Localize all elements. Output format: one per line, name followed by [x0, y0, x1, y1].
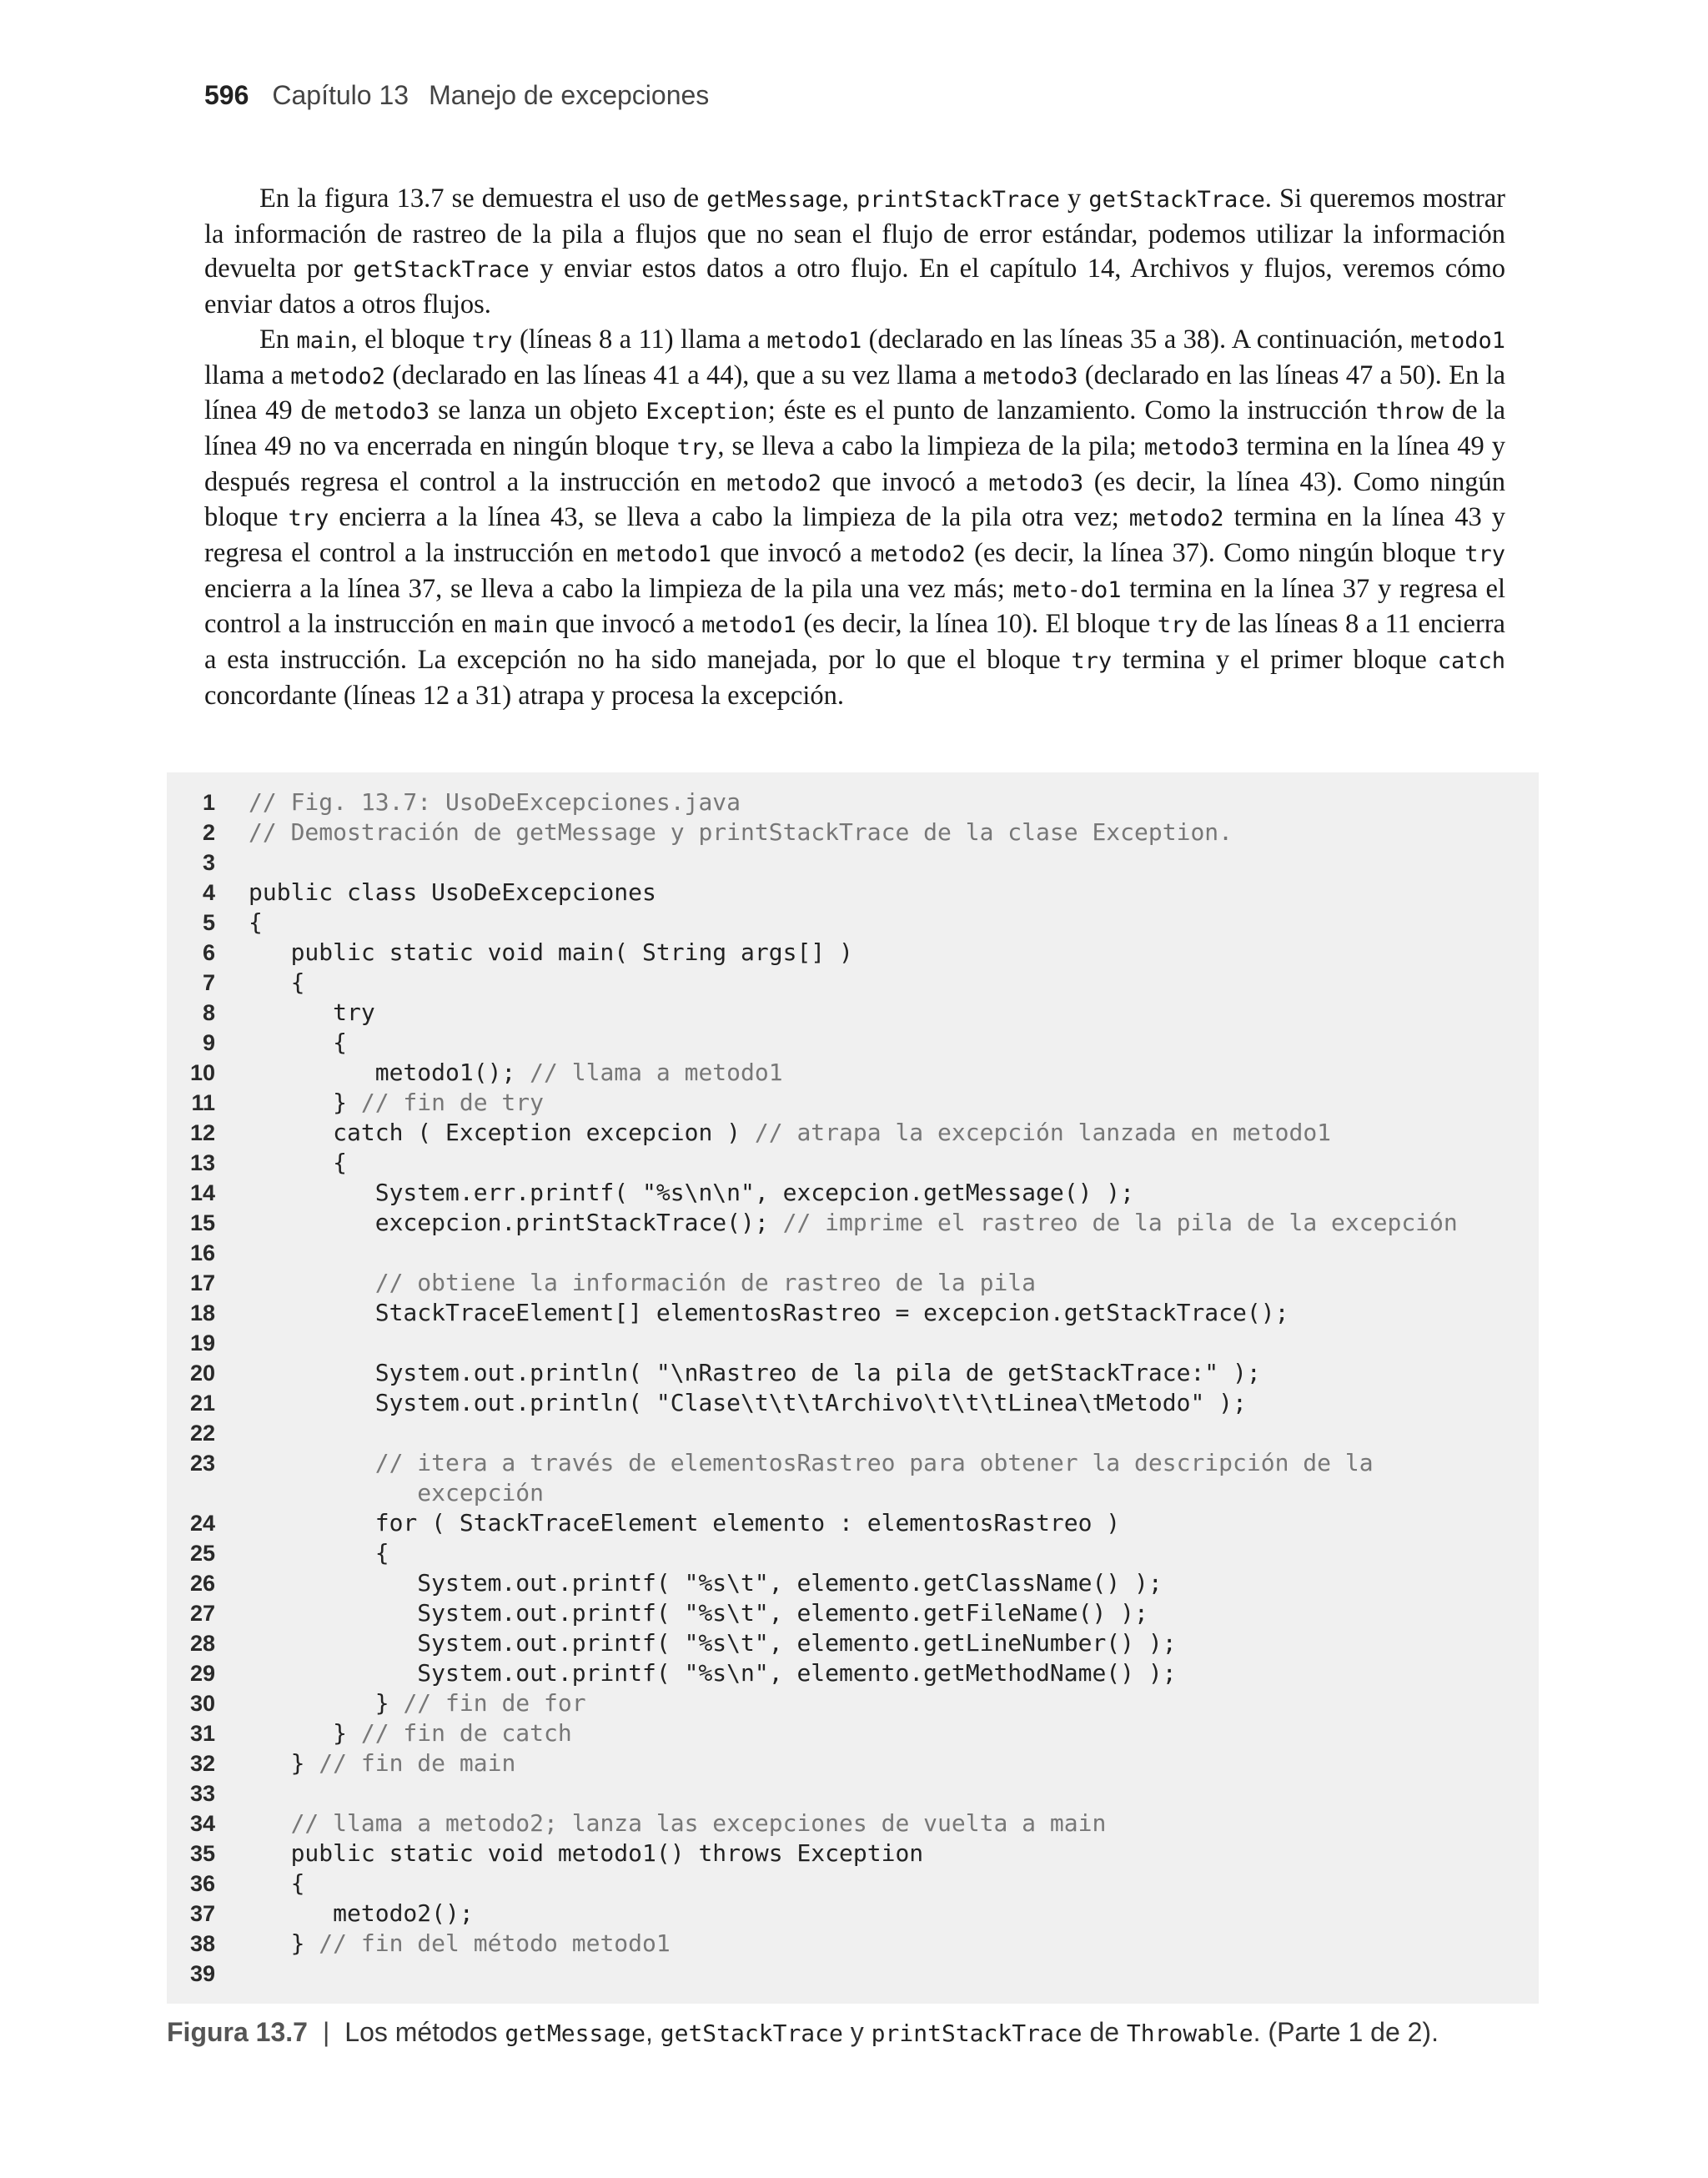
line-number: 37 [189, 1901, 215, 1926]
code-statement: catch ( Exception excepcion ) [249, 1119, 755, 1146]
code-line [167, 1388, 1539, 1418]
code-text [249, 1838, 923, 1869]
line-number: 31 [189, 1721, 215, 1746]
line-number: 22 [189, 1421, 215, 1446]
code-term: metodo2 [870, 541, 966, 568]
code-line [167, 1568, 1539, 1598]
caption-separator: | [322, 2017, 330, 2047]
code-term: getStackTrace [1088, 187, 1265, 213]
text-run: de la línea 49 no va encerrada en ningún bloque [204, 395, 1505, 461]
code-statement: StackTraceElement[] elementosRastreo = excepcion.getStackTrace(); [249, 1299, 1289, 1326]
body-text [204, 182, 1505, 714]
running-header [204, 80, 709, 111]
code-line [167, 878, 1539, 908]
code-line [167, 1718, 1539, 1748]
code-term: Throwable [1126, 2020, 1253, 2047]
line-number: 7 [202, 970, 215, 995]
line-number: 13 [189, 1150, 215, 1175]
code-text [249, 878, 656, 908]
text-run: termina en la línea 43 y regresa el control a la instrucción en [204, 502, 1505, 569]
code-text [249, 1869, 304, 1899]
code-text [249, 1568, 1163, 1598]
code-term: metodo2 [726, 470, 821, 496]
paragraph-2 [204, 323, 1505, 714]
code-text [249, 908, 263, 938]
code-statement: for ( StackTraceElement elemento : elementosRastreo ) [249, 1509, 1121, 1537]
code-line [167, 1929, 1539, 1959]
code-line [167, 1538, 1539, 1568]
text-run: y enviar estos datos a otro flujo. En el capítulo 14, Archivos y flujos, veremos cómo enviar datos a otros flujos. [204, 254, 1505, 320]
text-run: concordante (líneas 12 a 31) atrapa y procesa la excepción. [204, 680, 844, 711]
line-number: 30 [189, 1691, 215, 1716]
code-line [167, 1658, 1539, 1688]
code-term: metodo3 [1143, 434, 1239, 460]
line-number: 34 [189, 1811, 215, 1836]
code-text [249, 1268, 1036, 1298]
code-comment: // fin de for [403, 1689, 586, 1717]
text-run: y [842, 2017, 872, 2047]
code-statement: System.out.println( "Clase\t\t\tArchivo\t\t\tLinea\tMetodo" ); [249, 1389, 1247, 1416]
code-comment: // Fig. 13.7: UsoDeExcepciones.java [249, 788, 741, 816]
text-run: (es decir, la línea 43). Como ningún bloque [204, 466, 1505, 533]
code-line [167, 1748, 1539, 1778]
code-term: main [296, 327, 351, 354]
code-statement: { [249, 968, 305, 996]
code-text [249, 1088, 544, 1118]
code-term: catch [1437, 648, 1505, 675]
code-statement: public static void main( String args[] ) [249, 938, 853, 966]
code-line [167, 1838, 1539, 1869]
chapter-title: Manejo de excepciones [429, 80, 710, 110]
code-listing [167, 772, 1539, 2004]
code-text [249, 1688, 586, 1718]
code-line [167, 787, 1539, 817]
line-number: 33 [189, 1781, 215, 1806]
line-number: 1 [202, 790, 215, 815]
line-number: 21 [189, 1391, 215, 1416]
text-run: En [259, 324, 297, 355]
text-run: , [645, 2017, 661, 2047]
line-number: 17 [189, 1270, 215, 1295]
text-run: , [841, 184, 857, 214]
line-number: 14 [189, 1180, 215, 1205]
code-text [249, 1388, 1247, 1418]
text-run: (es decir, la línea 10). El bloque [796, 609, 1158, 640]
code-text [249, 817, 1233, 848]
text-run: (declarado en las líneas 47 a 50). En la línea 49 de [204, 360, 1505, 426]
code-term: main [494, 612, 549, 639]
code-term: printStackTrace [857, 187, 1060, 213]
code-term: try [288, 506, 329, 532]
line-number: 29 [189, 1661, 215, 1686]
text-run: que invocó a [548, 609, 702, 640]
text-run: . Si queremos mostrar la información de rastreo de la pila a flujos que no sean el flujo de error estándar, podemos utilizar la información devuelta por [204, 184, 1506, 284]
code-statement: { [249, 908, 263, 936]
code-line [167, 1238, 1539, 1268]
paragraph-1 [204, 182, 1505, 323]
text-run: se lanza un objeto [430, 395, 646, 426]
code-text [249, 1118, 1331, 1148]
code-line [167, 1418, 1539, 1448]
code-comment: // Demostración de getMessage y printStackTrace de la clase Exception. [249, 818, 1233, 846]
code-statement: metodo1(); [249, 1059, 530, 1086]
code-line [167, 1268, 1539, 1298]
code-text [249, 1929, 671, 1959]
line-number: 10 [189, 1060, 215, 1085]
code-line [167, 908, 1539, 938]
code-statement: System.out.println( "\nRastreo de la pila de getStackTrace:" ); [249, 1359, 1261, 1386]
code-line [167, 1058, 1539, 1088]
code-line [167, 938, 1539, 968]
code-term: metodo1 [766, 327, 862, 354]
line-number: 23 [189, 1451, 215, 1476]
code-comment: // fin de try [360, 1089, 545, 1116]
text-run: (declarado en las líneas 41 a 44), que a su vez llama a [385, 360, 983, 390]
text-run: de las líneas 8 a 11 encierra a esta instrucción. La excepción no ha sido manejada, por lo que el bloque [204, 609, 1505, 676]
code-term: throw [1375, 399, 1444, 425]
code-term: try [1071, 648, 1113, 675]
line-number: 6 [202, 940, 215, 965]
code-statement: { [249, 1869, 305, 1897]
code-text [249, 1058, 783, 1088]
code-text [249, 787, 741, 817]
code-term: try [676, 434, 718, 460]
text-run: que invocó a [711, 538, 871, 569]
code-text [249, 1358, 1261, 1388]
line-number: 3 [202, 850, 215, 875]
code-text [249, 1538, 389, 1568]
code-text [249, 998, 375, 1028]
code-term: try [1157, 612, 1198, 639]
text-run: termina y el primer bloque [1112, 645, 1438, 676]
text-run: termina en la línea 37 y regresa el control a la instrucción en [204, 573, 1505, 640]
code-statement [249, 1479, 417, 1506]
code-comment: // fin de catch [360, 1719, 572, 1747]
code-line [167, 1688, 1539, 1718]
code-text [249, 1148, 347, 1178]
code-statement: System.out.printf( "%s\n", elemento.getMethodName() ); [249, 1659, 1177, 1687]
code-line [167, 1298, 1539, 1328]
line-number: 24 [189, 1511, 215, 1536]
line-number: 36 [189, 1871, 215, 1896]
text-run: de [1082, 2017, 1127, 2047]
code-text [249, 938, 853, 968]
code-text [249, 1598, 1148, 1628]
code-text [249, 1808, 1106, 1838]
line-number: 26 [189, 1571, 215, 1596]
line-number: 32 [189, 1751, 215, 1776]
figure-label: Figura 13.7 [167, 2017, 308, 2047]
code-text [249, 1178, 1134, 1208]
code-term: printStackTrace [871, 2020, 1083, 2047]
code-line [167, 1959, 1539, 1989]
code-statement: System.out.printf( "%s\t", elemento.getFileName() ); [249, 1599, 1148, 1627]
code-comment: // fin del método metodo1 [319, 1929, 671, 1957]
code-line [167, 1899, 1539, 1929]
code-line [167, 1508, 1539, 1538]
code-text [249, 1658, 1177, 1688]
code-text [249, 1478, 544, 1508]
text-run: encierra a la línea 37, se lleva a cabo la limpieza de la pila una vez más; [204, 573, 1013, 604]
code-line [167, 1118, 1539, 1148]
code-line [167, 1598, 1539, 1628]
code-statement [249, 1449, 375, 1476]
code-text [249, 1448, 1374, 1478]
code-line [167, 1628, 1539, 1658]
code-line [167, 1448, 1539, 1478]
line-number: 11 [191, 1090, 215, 1115]
code-comment: // imprime el rastreo de la pila de la excepción [782, 1209, 1458, 1236]
text-run: que invocó a [821, 466, 989, 497]
text-run: termina en la línea 49 y después regresa el control a la instrucción en [204, 430, 1505, 497]
code-term: Exception [646, 399, 768, 425]
code-statement: { [249, 1149, 348, 1176]
code-term: metodo2 [290, 363, 386, 390]
line-number: 5 [202, 910, 215, 935]
code-statement: } [249, 1749, 319, 1777]
code-text [249, 1718, 572, 1748]
code-statement: try [249, 998, 375, 1026]
code-line [167, 1208, 1539, 1238]
code-line [167, 1869, 1539, 1899]
line-number: 9 [202, 1030, 215, 1055]
text-run: (es decir, la línea 37). Como ningún bloque [965, 538, 1465, 569]
code-text [249, 1028, 347, 1058]
code-statement [249, 1809, 291, 1837]
line-number: 25 [189, 1541, 215, 1566]
code-text [249, 1208, 1458, 1238]
code-statement: System.out.printf( "%s\t", elemento.getLineNumber() ); [249, 1629, 1177, 1657]
code-text [249, 1508, 1120, 1538]
code-comment: excepción [417, 1479, 545, 1506]
code-term: getMessage [706, 187, 842, 213]
line-number: 35 [189, 1841, 215, 1866]
line-number: 20 [189, 1361, 215, 1386]
text-run: encierra a la línea 43, se lleva a cabo la limpieza de la pila otra vez; [329, 502, 1129, 533]
text-run: Los métodos [344, 2017, 505, 2047]
figure-caption [167, 2017, 1439, 2048]
code-statement [249, 1269, 375, 1296]
line-number: 27 [189, 1601, 215, 1626]
code-statement: excepcion.printStackTrace(); [249, 1209, 783, 1236]
code-statement: metodo2(); [249, 1899, 474, 1927]
code-statement: public class UsoDeExcepciones [249, 878, 656, 906]
code-comment: // llama a metodo2; lanza las excepciones de vuelta a main [290, 1809, 1107, 1837]
code-comment: // fin de main [319, 1749, 516, 1777]
code-text [249, 1748, 515, 1778]
code-comment: // obtiene la información de rastreo de la pila [374, 1269, 1037, 1296]
code-term: getStackTrace [353, 257, 530, 284]
code-term: metodo3 [982, 363, 1078, 390]
code-comment: // itera a través de elementosRastreo para obtener la descripción de la [374, 1449, 1374, 1476]
code-term: metodo3 [334, 399, 430, 425]
code-term: metodo3 [988, 470, 1084, 496]
code-line [167, 1028, 1539, 1058]
code-line [167, 1778, 1539, 1808]
text-run: . (Parte 1 de 2). [1253, 2017, 1439, 2047]
line-number: 8 [202, 1000, 215, 1025]
line-number: 2 [202, 820, 215, 845]
code-term: getStackTrace [660, 2020, 843, 2047]
code-text [249, 1298, 1289, 1328]
code-term: meto-do1 [1012, 576, 1122, 603]
text-run: En la figura 13.7 se demuestra el uso de [259, 184, 707, 214]
code-text [249, 1899, 474, 1929]
text-run: ; éste es el punto de lanzamiento. Como la instrucción [767, 395, 1376, 426]
code-line [167, 998, 1539, 1028]
text-run: llama a [204, 360, 291, 390]
page-number: 596 [204, 80, 249, 110]
code-line [167, 1358, 1539, 1388]
code-term: getMessage [505, 2020, 646, 2047]
code-statement: } [249, 1929, 319, 1957]
line-number: 18 [189, 1300, 215, 1325]
code-lines [167, 787, 1539, 1989]
line-number: 12 [189, 1120, 215, 1145]
line-number: 16 [189, 1240, 215, 1265]
text-run: , el bloque [350, 324, 472, 355]
line-number: 38 [189, 1931, 215, 1956]
code-statement: } [249, 1089, 361, 1116]
line-number: 39 [189, 1961, 215, 1986]
line-number: 19 [189, 1330, 215, 1356]
code-line [167, 1178, 1539, 1208]
code-statement: { [249, 1029, 348, 1056]
text-run: (líneas 8 a 11) llama a [512, 324, 767, 355]
line-number: 15 [189, 1210, 215, 1235]
line-number: 4 [202, 880, 215, 905]
code-statement: System.out.printf( "%s\t", elemento.getClassName() ); [249, 1569, 1163, 1597]
text-run: (declarado en las líneas 35 a 38). A continuación, [862, 324, 1411, 355]
code-line [167, 817, 1539, 848]
code-text [249, 1628, 1177, 1658]
code-line [167, 1328, 1539, 1358]
code-line [167, 1808, 1539, 1838]
code-line [167, 848, 1539, 878]
code-statement: System.err.printf( "%s\n\n", excepcion.getMessage() ); [249, 1179, 1135, 1206]
code-term: metodo1 [701, 612, 796, 639]
text-run: y [1059, 184, 1089, 214]
line-number: 28 [189, 1631, 215, 1656]
code-term: metodo2 [1128, 506, 1224, 532]
code-line [167, 1088, 1539, 1118]
code-statement: } [249, 1719, 361, 1747]
text-run: , se lleva a cabo la limpieza de la pila; [717, 430, 1144, 461]
code-comment: // llama a metodo1 [530, 1059, 783, 1086]
code-term: try [471, 327, 513, 354]
code-line [167, 1148, 1539, 1178]
chapter-number: Capítulo 13 [272, 80, 409, 110]
code-line [167, 968, 1539, 998]
code-term: try [1464, 541, 1505, 568]
code-statement: } [249, 1689, 404, 1717]
code-statement: { [249, 1539, 389, 1567]
code-term: metodo1 [616, 541, 712, 568]
code-text [249, 968, 304, 998]
code-term: metodo1 [1410, 327, 1505, 354]
code-line [167, 1478, 1539, 1508]
code-statement: public static void metodo1() throws Exception [249, 1839, 924, 1867]
code-comment: // atrapa la excepción lanzada en metodo1 [754, 1119, 1332, 1146]
